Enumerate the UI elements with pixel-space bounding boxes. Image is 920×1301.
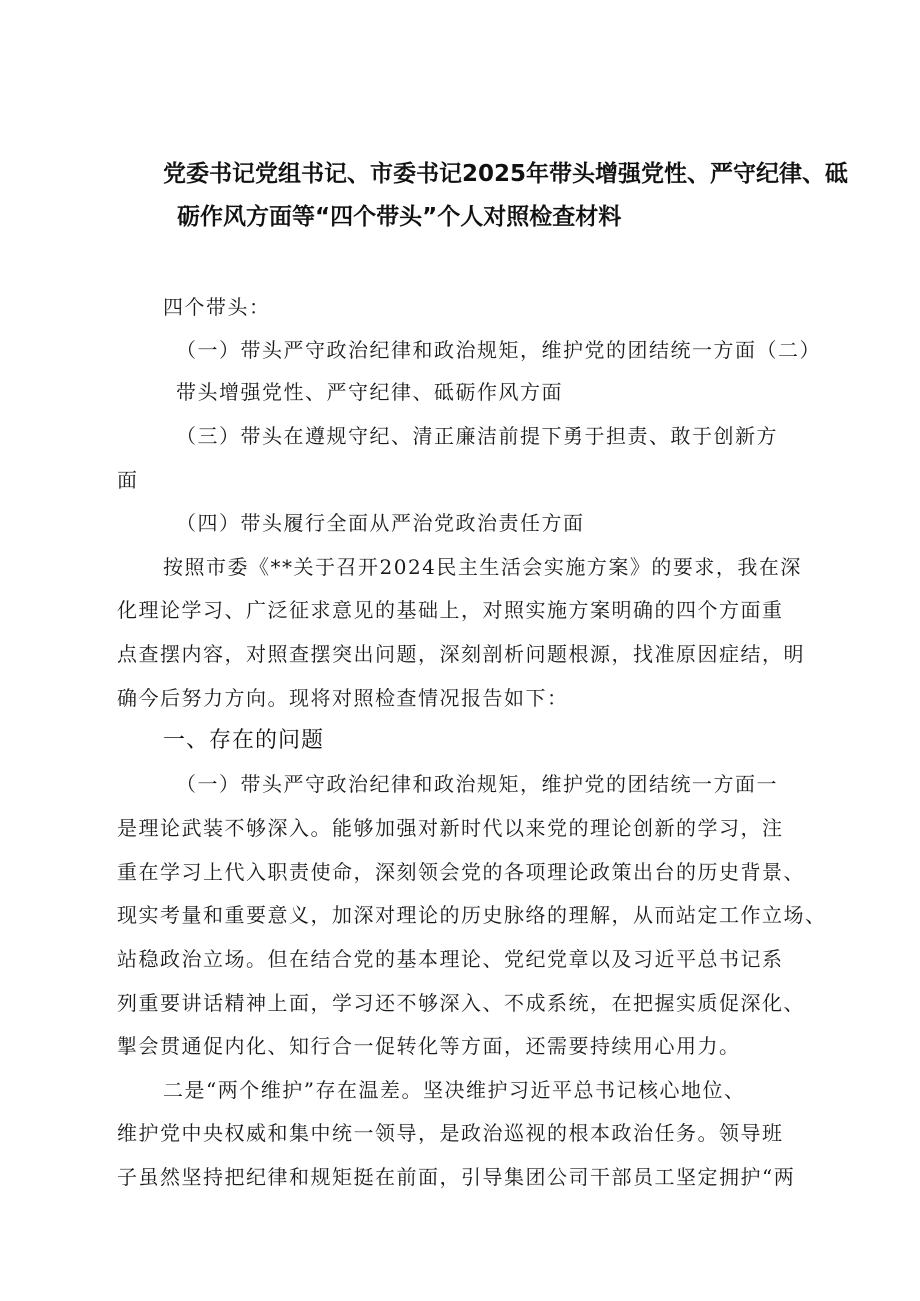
- body-line: 掣会贯通促内化、知行合一促转化等方面，还需要持续用心用力。: [117, 1034, 741, 1058]
- four-leads-item-line: （四）带头履行全面从严治党政治责任方面: [176, 511, 585, 535]
- body-line: 维护党中央权威和集中统一领导，是政治巡视的根本政治任务。领导班: [117, 1121, 784, 1145]
- four-leads-item-line: （一）带头严守政治纪律和政治规矩，维护党的团结统一方面（二）: [176, 338, 821, 362]
- preface-line: 化理论学习、广泛征求意见的基础上，对照实施方案明确的四个方面重: [117, 598, 784, 622]
- four-leads-item-line: （三）带头在遵规守纪、清正廉洁前提下勇于担责、敢于创新方: [176, 424, 778, 448]
- body-line: 列重要讲话精神上面，学习还不够深入、不成系统，在把握实质促深化、: [117, 991, 805, 1015]
- document-title-line-2: 砺作风方面等“四个带头”个人对照检查材料: [177, 204, 622, 230]
- four-leads-item-line: 面: [117, 468, 139, 492]
- body-line: 是理论武装不够深入。能够加强对新时代以来党的理论创新的学习，注: [117, 816, 784, 840]
- body-line: 二是“两个维护”存在温差。坚决维护习近平总书记核心地位、: [163, 1078, 746, 1102]
- four-leads-label: 四个带头：: [163, 295, 271, 319]
- four-leads-item-line: 带头增强党性、严守纪律、砥砺作风方面: [176, 380, 563, 404]
- preface-line: 确今后努力方向。现将对照检查情况报告如下：: [117, 686, 569, 710]
- body-line: 子虽然坚持把纪律和规矩挺在前面，引导集团公司干部员工坚定拥护“两: [117, 1165, 796, 1189]
- section-heading: 一、存在的问题: [163, 728, 325, 753]
- preface-line: 按照市委《**关于召开2024民主生活会实施方案》的要求，我在深: [163, 555, 802, 579]
- document-title-line-1: 党委书记党组书记、市委书记2025年带头增强党性、严守纪律、砥: [163, 161, 849, 187]
- body-line: 重在学习上代入职责使命，深刻领会党的各项理论政策出台的历史背景、: [117, 860, 805, 884]
- preface-line: 点查摆内容，对照查摆突出问题，深刻剖析问题根源，找准原因症结，明: [117, 642, 805, 666]
- body-line: 站稳政治立场。但在结合党的基本理论、党纪党章以及习近平总书记系: [117, 947, 784, 971]
- body-line: 现实考量和重要意义，加深对理论的历史脉络的理解，从而站定工作立场、: [117, 903, 827, 927]
- body-line: （一）带头严守政治纪律和政治规矩，维护党的团结统一方面一: [176, 772, 778, 796]
